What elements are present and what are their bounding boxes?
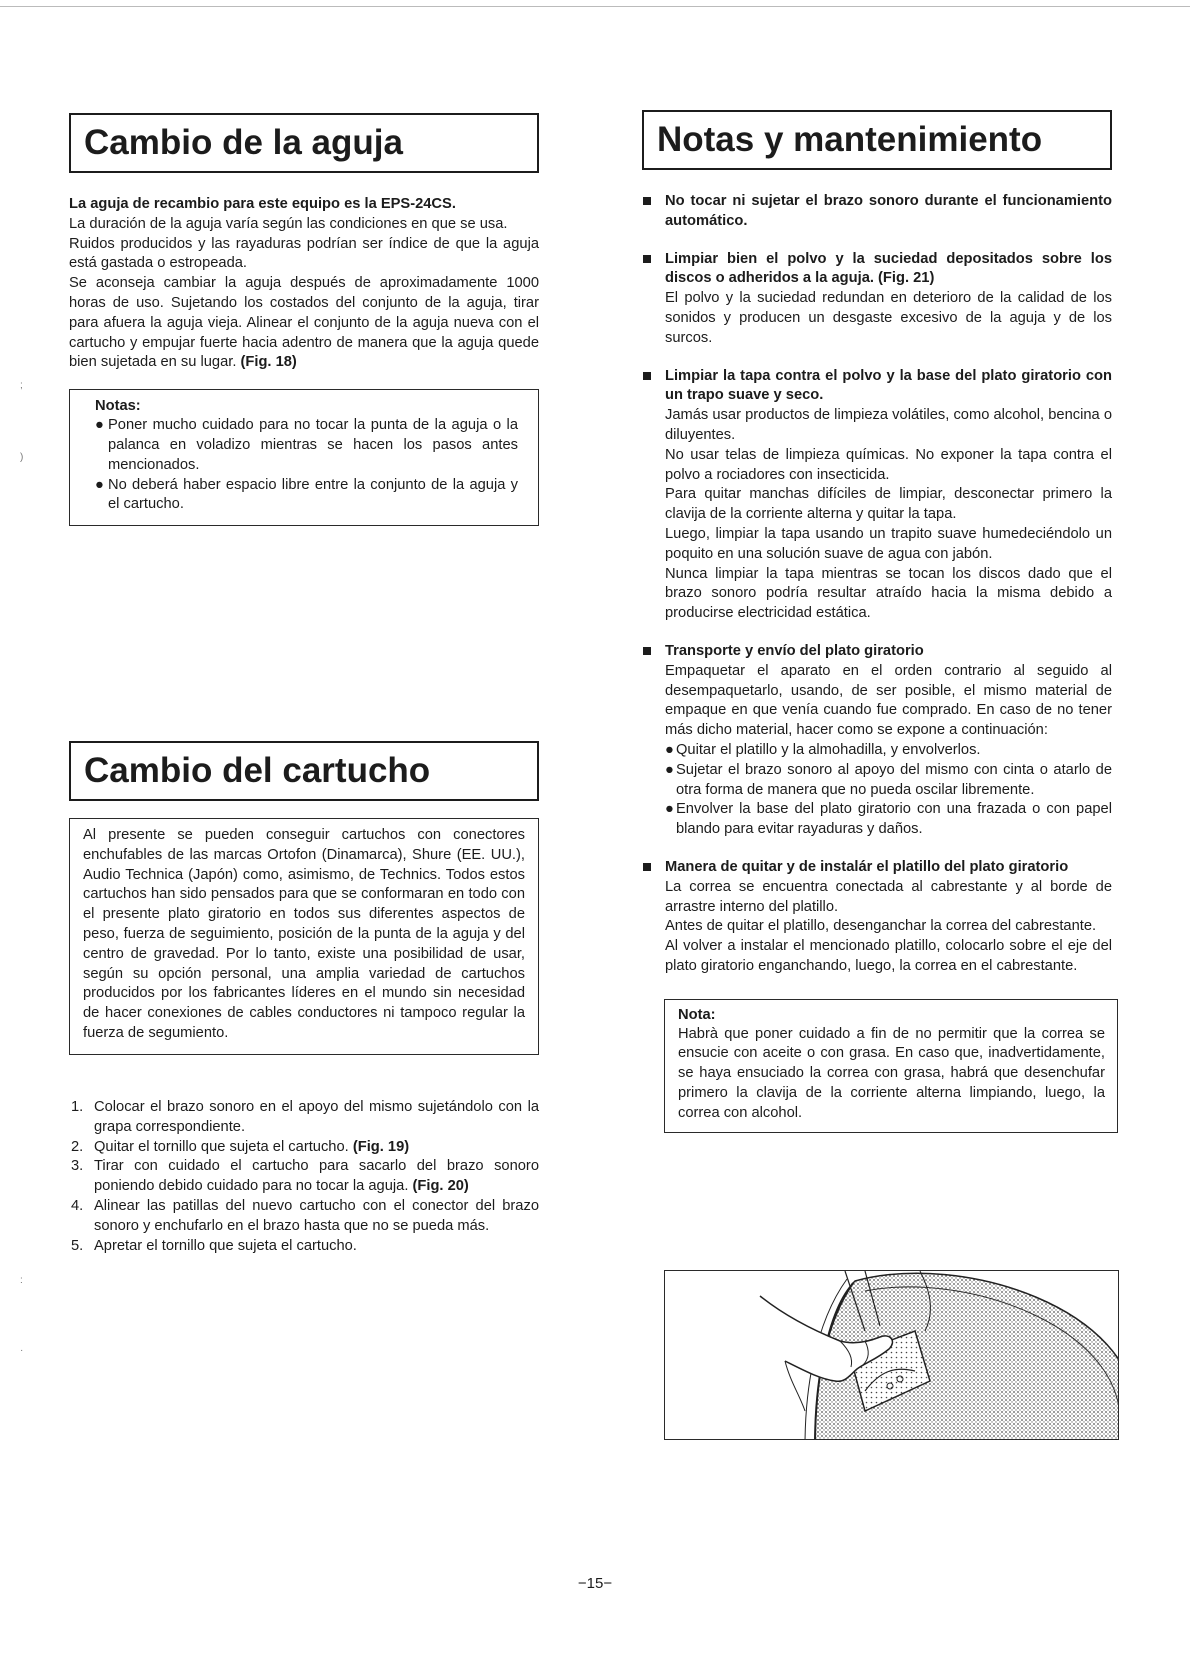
maintenance-item: No tocar ni sujetar el brazo sonoro durante el funcionamiento automático. xyxy=(642,192,1112,232)
notes-title: Notas: xyxy=(95,398,141,415)
cartridge-steps xyxy=(69,1098,539,1256)
square-bullet-icon xyxy=(643,197,651,205)
square-bullet-icon xyxy=(643,372,651,380)
note-item: ● Poner mucho cuidado para no tocar la punta de la aguja o la palanca en voladizo mientras se hacen los pasos antes mencionados. xyxy=(95,417,518,473)
needle-lead: La aguja de recambio para este equipo es la EPS-24CS. xyxy=(69,196,456,212)
step-item: 3. Tirar con cuidado el cartucho para sacarlo del brazo sonoro poniendo debido cuidado para no tocar la aguja. (Fig. 20) xyxy=(71,1158,539,1195)
margin-mark: : xyxy=(20,1275,23,1286)
left-column xyxy=(69,113,539,1254)
figure-ref: (Fig. 18) xyxy=(240,354,297,371)
step-item: 2. Quitar el tornillo que sujeta el cartucho. (Fig. 19) xyxy=(71,1138,410,1155)
step-item: 5. Apretar el tornillo que sujeta el cartucho. xyxy=(71,1237,357,1254)
cartridge-info-text: Al presente se pueden conseguir cartuchos con conectores enchufables de las marcas Ortofon (Dinamarca), Shure (EE. UU.), Audio Technica (Japón) como, asimismo, de Technics. Todos estos cartuchos han sido pensados para que se conformaran en todo con el presente plato giratorio en todos sus diferentes aspectos de peso, fuerza de seguimiento, posición de la punta de la aguja y del centro de gravedad. Por lo tanto, existe una posibilidad de usar, según su opción personal, una amplia variedad de cartuchos producidos por los fabricantes líderes en el mundo sin necesidad de hacer conexiones de cables conductores ni tampoco regular la fuerza de segumiento. xyxy=(83,827,525,1041)
maintenance-item: Limpiar la tapa contra el polvo y la base del plato giratorio con un trapo suave y seco. Jamás usar productos de limpieza volátiles, como alcohol, bencina o diluyentes. No usar telas de limpieza químicas. No exponer la tapa contra el polvo a rociadores con insecticida. Para quitar manchas difíciles de limpiar, desconectar primero la clavija de la corriente alterna y quitar la tapa. Luego, limpiar la tapa usando un trapito suave humedeciéndolo un poquito en una solución suave de agua con jabón. Nunca limpiar la tapa mientras se tocan los discos dado que el brazo sonoro podría resultar atraído hacia la misma debido a producirse electricidad estática. xyxy=(642,367,1112,624)
note-text: Habrà que poner cuidado a fin de no permitir que la correa se ensucie con aceite o con grasa. En caso que, inadvertidamente, se haya ensuciado la correa con grasa, habrá que desenchufar primero la clavija de la corriente alterna limpiando, luego, la correa con alcohol. xyxy=(678,1025,1105,1121)
transport-bullet: ● Sujetar el brazo sonoro al apoyo del mismo con cinta o atarlo de otra forma de manera que no pueda oscilar libremente. xyxy=(665,761,1112,798)
step-item: 1. Colocar el brazo sonoro en el apoyo del mismo sujetándolo con la grapa correspondiente. xyxy=(71,1099,539,1135)
needle-section-title: Cambio de la aguja xyxy=(69,113,539,173)
top-rule xyxy=(0,6,1190,7)
transport-bullet: ● Quitar el platillo y la almohadilla, y envolverlos. xyxy=(665,741,981,758)
square-bullet-icon xyxy=(643,255,651,263)
margin-mark: · xyxy=(20,1345,24,1356)
cartridge-section-title: Cambio del cartucho xyxy=(69,741,539,801)
figure-ref: (Fig. 19) xyxy=(352,1138,410,1155)
cartridge-info-box xyxy=(69,818,539,1055)
note-title: Nota: xyxy=(678,1006,716,1023)
note-item: ● No deberá haber espacio libre entre la conjunto de la aguja y el cartucho. xyxy=(95,476,518,513)
square-bullet-icon xyxy=(643,863,651,871)
needle-paragraph: Ruidos producidos y las rayaduras podrían ser índice de que la aguja está gastada o estropeada. xyxy=(69,235,539,272)
maintenance-item: Limpiar bien el polvo y la suciedad depositados sobre los discos o adheridos a la aguja. (Fig. 21) El polvo y la suciedad redundan en deterioro de la calidad de los sonidos y producen un desgaste excesivo de la aguja y de los surcos. xyxy=(642,250,1112,349)
page-number: −15− xyxy=(577,1575,613,1592)
square-bullet-icon xyxy=(643,647,651,655)
figure-ref: (Fig. 20) xyxy=(412,1178,469,1195)
needle-notes-box xyxy=(69,389,539,526)
needle-paragraph: Se aconseja cambiar la aguja después de aproximadamente 1000 horas de uso. Sujetando los costados del conjunto de la aguja, tirar para afuera la aguja vieja. Alinear el conjunto de la aguja nueva con el cartucho y empujar fuerte hacia adentro de manera que la aguja quede bien sujetada en su lugar. (Fig. 18) xyxy=(69,275,539,371)
maintenance-item: Transporte y envío del plato giratorio Empaquetar el aparato en el orden contrario al seguido al desempaquetarlo, usando, de ser posible, el mismo material de empaque en que venía cuando fue comprado. En caso de no tener más dicho material, hacer como se expone a continuación: ● Quitar el platillo y la almohadilla, y envolverlos. ● Sujetar el brazo sonoro al apoyo del mismo con cinta o atarlo de otra forma de manera que no pueda oscilar libremente. ● Envolver la base del plato giratorio con una frazada o con papel blando para evitar rayaduras y daños. xyxy=(642,642,1112,840)
margin-mark: ) xyxy=(20,452,24,463)
margin-mark: ; xyxy=(20,380,23,391)
belt-note-box xyxy=(664,999,1118,1133)
hand-cleaning-record-illustration xyxy=(665,1271,1119,1440)
step-item: 4. Alinear las patillas del nuevo cartucho con el conector del brazo sonoro y enchufarlo en el brazo hasta que no se pueda más. xyxy=(71,1197,539,1234)
right-column xyxy=(642,110,1112,1133)
transport-bullet: ● Envolver la base del plato giratorio con una frazada o con papel blando para evitar rayaduras y daños. xyxy=(665,801,1112,838)
cleaning-illustration xyxy=(664,1270,1119,1440)
maintenance-item: Manera de quitar y de instalár el platillo del plato giratorio La correa se encuentra conectada al cabrestante y al borde de arrastre interno del platillo. Antes de quitar el platillo, desenganchar la correa del cabrestante. Al volver a instalar el mencionado platillo, colocarlo sobre el eje del plato giratorio enganchando, luego, la correa en el cabrestante. xyxy=(642,858,1112,977)
needle-paragraph: La duración de la aguja varía según las condiciones en que se usa. xyxy=(69,215,508,232)
maintenance-section-title: Notas y mantenimiento xyxy=(642,110,1112,170)
